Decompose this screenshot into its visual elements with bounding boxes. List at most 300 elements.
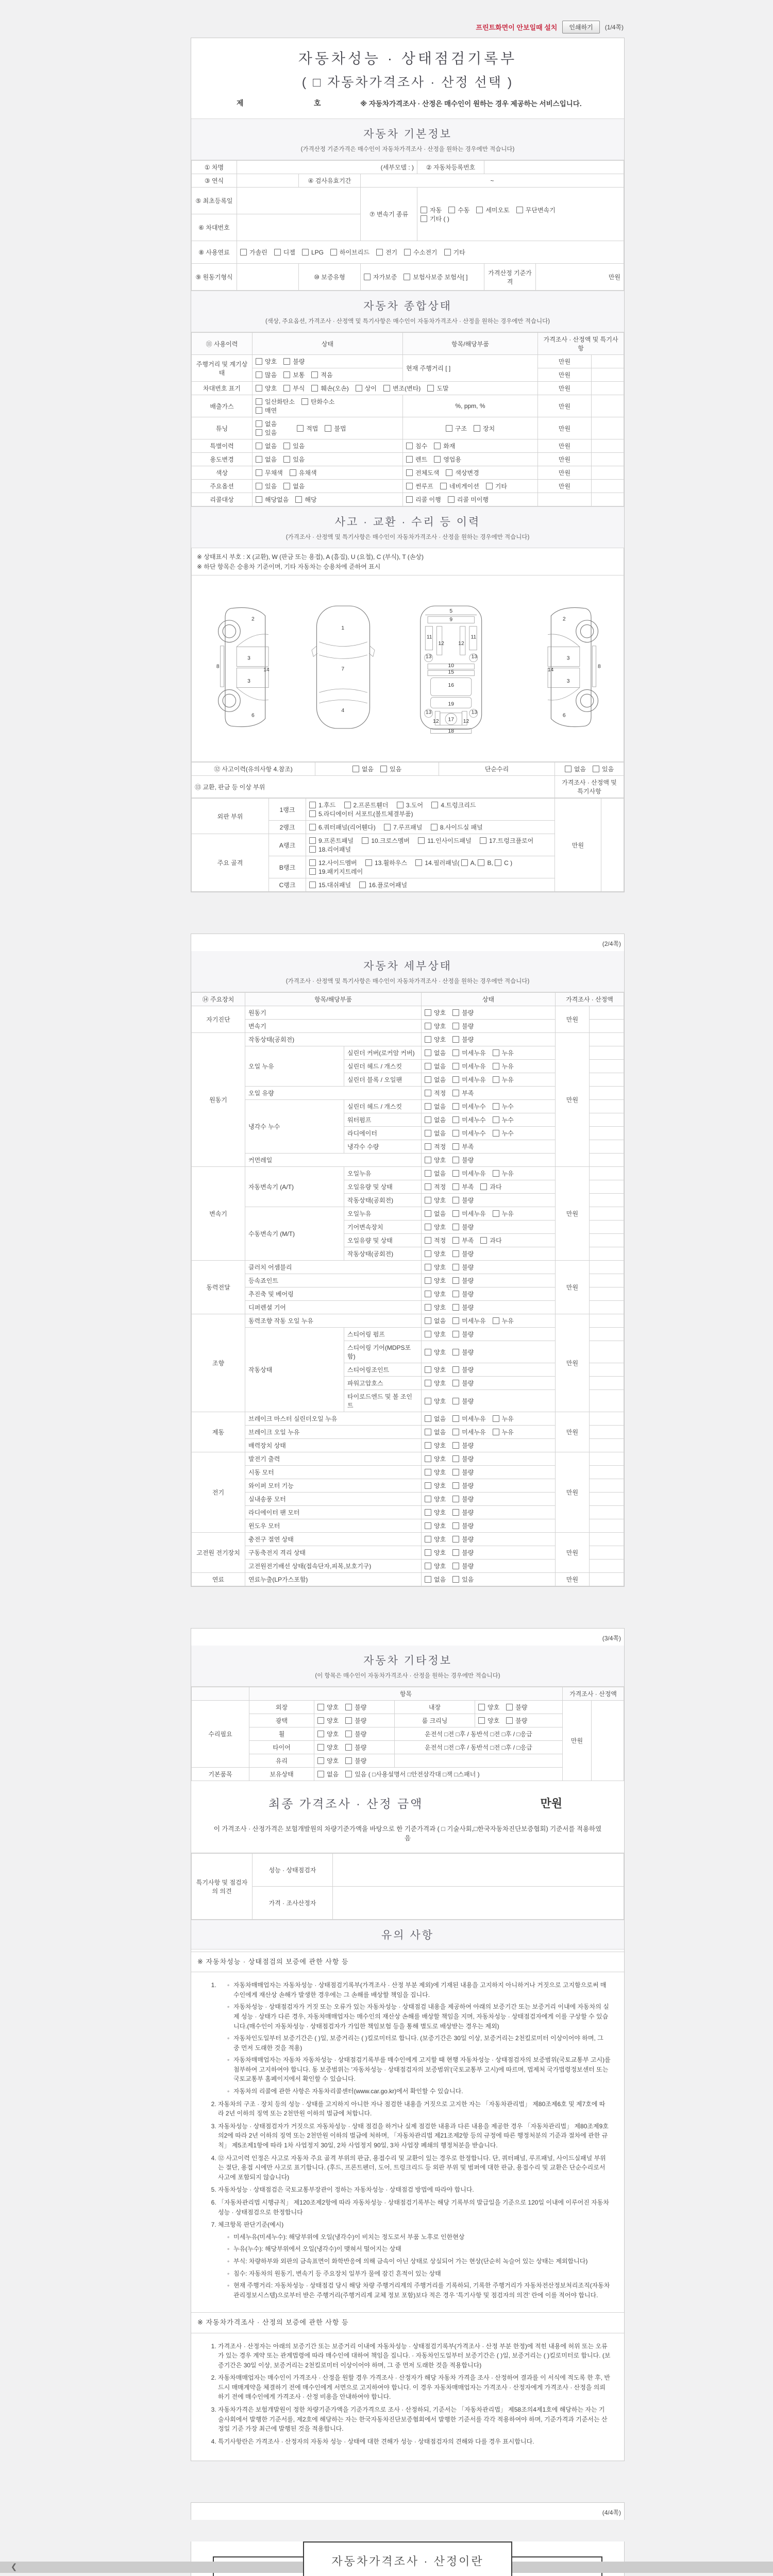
checkbox-option[interactable]: 훼손(오손)	[311, 384, 348, 393]
checkbox-icon[interactable]	[452, 1563, 459, 1569]
checkbox-icon[interactable]	[425, 1349, 431, 1355]
checkbox-option[interactable]: 양호	[425, 1196, 446, 1205]
checkbox-icon[interactable]	[452, 1277, 459, 1284]
checkbox-option[interactable]: 도말	[427, 384, 448, 393]
checkbox-icon[interactable]	[425, 1143, 431, 1150]
amount-cell[interactable]	[590, 1261, 624, 1274]
checkbox-option[interactable]: 불량	[452, 1035, 474, 1044]
checkbox-icon[interactable]	[461, 859, 468, 866]
checkbox-option[interactable]: 양호	[425, 1548, 446, 1557]
checkbox-option[interactable]: 양호	[317, 1703, 339, 1711]
checkbox-option[interactable]: 양호	[425, 1156, 446, 1164]
checkbox-icon[interactable]	[359, 882, 366, 888]
checkbox-option[interactable]: 보통	[283, 370, 305, 379]
state-cell[interactable]	[422, 1140, 556, 1154]
checkbox-option[interactable]: 불량	[506, 1703, 527, 1711]
amount-cell[interactable]	[590, 1154, 624, 1167]
checkbox-icon[interactable]	[406, 483, 413, 489]
checkbox-icon[interactable]	[425, 1509, 431, 1516]
checkbox-icon[interactable]	[425, 1170, 431, 1177]
checkbox-option[interactable]: 렌트	[406, 455, 427, 464]
fuel-cell[interactable]	[237, 241, 624, 264]
state-cell[interactable]	[422, 1274, 556, 1287]
checkbox-option[interactable]: 불량	[345, 1716, 366, 1725]
checkbox-icon[interactable]	[256, 469, 262, 476]
checkbox-option[interactable]: 침수	[406, 442, 427, 450]
item-cell[interactable]	[403, 466, 538, 480]
checkbox-option[interactable]: 없음	[425, 1316, 446, 1325]
panel-item[interactable]: 3.도어	[397, 801, 423, 809]
checkbox-icon[interactable]	[283, 483, 290, 489]
checkbox-icon[interactable]	[384, 824, 391, 831]
checkbox-icon[interactable]	[452, 1469, 459, 1476]
amount-cell[interactable]	[590, 1207, 624, 1221]
checkbox-option[interactable]: 미세누유	[452, 1428, 485, 1436]
install-notice[interactable]: 프린트화면이 안보일때 설치	[476, 24, 558, 31]
state-cell[interactable]	[422, 1452, 556, 1466]
state-cell[interactable]	[253, 493, 403, 506]
amount-cell[interactable]	[590, 1328, 624, 1341]
amount-cell[interactable]	[590, 1426, 624, 1439]
checkbox-option[interactable]: 불량	[452, 1263, 474, 1272]
checkbox-option[interactable]: 불량	[452, 1521, 474, 1530]
checkbox-option[interactable]: 기타	[444, 248, 465, 257]
amount-cell[interactable]	[592, 493, 624, 506]
amount-cell[interactable]	[590, 1087, 624, 1100]
panel-item[interactable]: 12.사이드멤버	[309, 858, 357, 867]
checkbox-option[interactable]: 불량	[452, 1495, 474, 1503]
checkbox-icon[interactable]	[452, 1455, 459, 1462]
print-button[interactable]: 인쇄하기	[562, 21, 599, 33]
checkbox-icon[interactable]	[452, 1250, 459, 1257]
checkbox-option[interactable]: 불량	[452, 1481, 474, 1490]
checkbox-icon[interactable]	[446, 469, 452, 476]
state-cell[interactable]	[422, 1154, 556, 1167]
first-reg-cell[interactable]	[237, 188, 361, 214]
checkbox-icon[interactable]	[452, 1023, 459, 1029]
checkbox-icon[interactable]	[480, 1183, 487, 1190]
checkbox-option[interactable]: 양호	[425, 1521, 446, 1530]
item-cell[interactable]: 현재 주행거리 [ ]	[403, 355, 538, 382]
checkbox-icon[interactable]	[425, 1224, 431, 1230]
panel-item[interactable]: 15.대쉬패널	[309, 880, 351, 889]
checkbox-icon[interactable]	[452, 1143, 459, 1150]
panel-item[interactable]: 13.휠하우스	[365, 858, 407, 867]
state-cell[interactable]	[422, 1207, 556, 1221]
panel-item[interactable]: 14.필러패널( A, B, C )	[415, 858, 512, 867]
checkbox-icon[interactable]	[452, 1130, 459, 1137]
checkbox-icon[interactable]	[452, 1210, 459, 1217]
checkbox-icon[interactable]	[425, 1576, 431, 1583]
state-cell[interactable]: 운전석 □전 □후 / 동반석 □전 □후 / □응급	[395, 1741, 563, 1754]
state-cell[interactable]	[253, 355, 403, 368]
checkbox-option[interactable]: 불량	[452, 1548, 474, 1557]
checkbox-option[interactable]: 양호	[425, 1508, 446, 1517]
checkbox-icon[interactable]	[425, 1277, 431, 1284]
checkbox-icon[interactable]	[362, 837, 368, 844]
checkbox-icon[interactable]	[425, 1469, 431, 1476]
amount-cell[interactable]	[590, 1573, 624, 1586]
amount-cell[interactable]	[590, 1466, 624, 1479]
checkbox-option[interactable]: 양호	[425, 1223, 446, 1231]
checkbox-icon[interactable]	[425, 1291, 431, 1297]
state-cell[interactable]	[253, 439, 403, 453]
checkbox-icon[interactable]	[376, 249, 383, 256]
checkbox-icon[interactable]	[452, 1170, 459, 1177]
checkbox-icon[interactable]	[365, 859, 372, 866]
checkbox-icon[interactable]	[452, 1304, 459, 1311]
checkbox-option[interactable]: 불량	[345, 1756, 366, 1765]
checkbox-icon[interactable]	[425, 1197, 431, 1204]
state-cell[interactable]	[314, 1741, 395, 1754]
state-cell[interactable]	[253, 480, 403, 493]
checkbox-option[interactable]: 불량	[452, 1562, 474, 1570]
state-cell[interactable]	[422, 1194, 556, 1207]
amount-cell[interactable]	[590, 1560, 624, 1573]
checkbox-icon[interactable]	[425, 1304, 431, 1311]
checkbox-option[interactable]: 미세누수	[452, 1115, 485, 1124]
checkbox-icon[interactable]	[493, 1063, 499, 1070]
checkbox-icon[interactable]	[309, 802, 316, 808]
checkbox-option[interactable]: 양호	[478, 1716, 499, 1725]
checkbox-icon[interactable]	[425, 1398, 431, 1404]
checkbox-icon[interactable]	[425, 1331, 431, 1337]
checkbox-icon[interactable]	[309, 824, 316, 831]
checkbox-icon[interactable]	[425, 1103, 431, 1110]
checkbox-option[interactable]: 해당	[295, 495, 316, 504]
checkbox-icon[interactable]	[256, 398, 262, 405]
checkbox-option[interactable]: 양호	[425, 1468, 446, 1477]
checkbox-icon[interactable]	[406, 469, 413, 476]
checkbox-icon[interactable]	[309, 810, 316, 817]
checkbox-option[interactable]: 없음	[425, 1062, 446, 1071]
checkbox-icon[interactable]	[474, 425, 480, 432]
checkbox-icon[interactable]	[425, 1049, 431, 1056]
amount-cell[interactable]	[590, 1377, 624, 1390]
checkbox-icon[interactable]	[256, 429, 262, 436]
checkbox-icon[interactable]	[452, 1442, 459, 1449]
checkbox-option[interactable]: 없음	[352, 765, 374, 773]
checkbox-option[interactable]: 매연	[256, 406, 277, 415]
amount-cell[interactable]	[592, 453, 624, 466]
checkbox-option[interactable]: 탄화수소	[301, 397, 334, 406]
checkbox-option[interactable]: 없음	[425, 1414, 446, 1423]
checkbox-option[interactable]: 적정	[425, 1236, 446, 1245]
checkbox-option[interactable]: 전기	[376, 248, 397, 257]
checkbox-icon[interactable]	[330, 249, 337, 256]
checkbox-option[interactable]: 자동	[421, 206, 442, 214]
checkbox-icon[interactable]	[425, 1237, 431, 1244]
amount-cell[interactable]	[590, 1390, 624, 1412]
checkbox-option[interactable]: 누유	[493, 1414, 514, 1423]
checkbox-icon[interactable]	[256, 443, 262, 449]
checkbox-icon[interactable]	[516, 207, 523, 213]
checkbox-option[interactable]: 불량	[345, 1703, 366, 1711]
state-cell[interactable]	[422, 1020, 556, 1033]
state-cell[interactable]	[475, 1701, 563, 1714]
checkbox-icon[interactable]	[404, 249, 411, 256]
state-cell[interactable]	[422, 1100, 556, 1113]
state-cell[interactable]	[315, 762, 439, 776]
checkbox-option[interactable]: 있음	[283, 455, 305, 464]
amount-cell[interactable]	[590, 1301, 624, 1314]
checkbox-icon[interactable]	[452, 1264, 459, 1270]
state-cell[interactable]	[314, 1701, 395, 1714]
checkbox-icon[interactable]	[493, 1317, 499, 1324]
item-cell[interactable]	[403, 453, 538, 466]
checkbox-icon[interactable]	[452, 1063, 459, 1070]
checkbox-option[interactable]: 해당없음	[256, 495, 289, 504]
checkbox-option[interactable]: 적정	[425, 1182, 446, 1191]
checkbox-option[interactable]: 적정	[425, 1089, 446, 1097]
checkbox-option[interactable]: 불량	[345, 1730, 366, 1738]
amount-cell[interactable]	[590, 1140, 624, 1154]
state-cell[interactable]	[422, 1519, 556, 1533]
state-cell[interactable]	[422, 1073, 556, 1087]
checkbox-option[interactable]: 부족	[452, 1142, 474, 1151]
checkbox-option[interactable]: 없음	[425, 1209, 446, 1218]
state-cell[interactable]	[314, 1754, 395, 1768]
checkbox-icon[interactable]	[493, 1429, 499, 1435]
checkbox-option[interactable]: 부족	[452, 1236, 474, 1245]
checkbox-option[interactable]: 있음	[593, 765, 614, 773]
checkbox-option[interactable]: 양호	[425, 1035, 446, 1044]
checkbox-icon[interactable]	[425, 1366, 431, 1373]
checkbox-icon[interactable]	[448, 207, 455, 213]
checkbox-icon[interactable]	[565, 766, 572, 772]
item-cell[interactable]	[403, 480, 538, 493]
amount-cell[interactable]	[590, 1060, 624, 1073]
checkbox-icon[interactable]	[452, 1116, 459, 1123]
checkbox-icon[interactable]	[345, 1717, 352, 1724]
panel-item[interactable]: 19.패키지트레이	[309, 867, 363, 876]
checkbox-icon[interactable]	[383, 385, 390, 392]
panel-item[interactable]: 16.플로어패널	[359, 880, 407, 889]
checkbox-icon[interactable]	[302, 249, 309, 256]
checkbox-icon[interactable]	[425, 1442, 431, 1449]
checkbox-icon[interactable]	[397, 802, 404, 808]
amount-cell[interactable]	[590, 1167, 624, 1180]
checkbox-icon[interactable]	[493, 1210, 499, 1217]
checkbox-icon[interactable]	[380, 766, 387, 772]
checkbox-icon[interactable]	[448, 496, 455, 503]
checkbox-icon[interactable]	[452, 1549, 459, 1556]
checkbox-option[interactable]: 디젤	[274, 248, 295, 257]
checkbox-option[interactable]: 많음	[256, 370, 277, 379]
checkbox-icon[interactable]	[364, 274, 371, 280]
checkbox-icon[interactable]	[256, 483, 262, 489]
state-cell[interactable]	[422, 1221, 556, 1234]
panel-item[interactable]: 18.리어패널	[309, 845, 351, 854]
amount-cell[interactable]	[590, 1479, 624, 1493]
state-cell[interactable]	[422, 1167, 556, 1180]
checkbox-icon[interactable]	[309, 882, 316, 888]
state-cell[interactable]	[422, 1127, 556, 1140]
checkbox-option[interactable]: 없음	[283, 482, 305, 490]
state-cell[interactable]	[422, 1314, 556, 1328]
state-cell[interactable]	[422, 1247, 556, 1261]
state-cell[interactable]	[253, 417, 403, 439]
item-cell[interactable]	[403, 493, 538, 506]
checkbox-option[interactable]: 부족	[452, 1089, 474, 1097]
engine-type-cell[interactable]	[237, 264, 299, 291]
checkbox-icon[interactable]	[506, 1704, 513, 1710]
panel-item[interactable]: 5.라디에이터 서포트(볼트체결부품)	[309, 809, 413, 818]
checkbox-icon[interactable]	[283, 371, 290, 378]
checkbox-icon[interactable]	[317, 1717, 324, 1724]
state-cell[interactable]	[422, 1261, 556, 1274]
checkbox-option[interactable]: 양호	[425, 1330, 446, 1338]
checkbox-icon[interactable]	[356, 385, 362, 392]
checkbox-option[interactable]: 없음	[425, 1129, 446, 1138]
panel-item[interactable]: 8.사이드실 패널	[431, 823, 483, 832]
checkbox-option[interactable]: 없음	[425, 1428, 446, 1436]
panel-item[interactable]: 10.크로스멤버	[362, 836, 410, 845]
checkbox-icon[interactable]	[404, 274, 410, 280]
checkbox-icon[interactable]	[452, 1429, 459, 1435]
checkbox-option[interactable]: 불량	[345, 1743, 366, 1752]
checkbox-icon[interactable]	[452, 1366, 459, 1373]
state-cell[interactable]	[422, 1301, 556, 1314]
checkbox-icon[interactable]	[256, 371, 262, 378]
amount-cell[interactable]	[590, 1546, 624, 1560]
checkbox-icon[interactable]	[425, 1380, 431, 1386]
amount-cell[interactable]	[601, 799, 624, 892]
checkbox-icon[interactable]	[425, 1415, 431, 1422]
checkbox-option[interactable]: 있음	[256, 482, 277, 490]
opinion-cell[interactable]	[333, 1854, 624, 1887]
state-cell[interactable]	[314, 1727, 395, 1741]
state-cell[interactable]	[422, 1377, 556, 1390]
checkbox-option[interactable]: 양호	[425, 1441, 446, 1450]
checkbox-option[interactable]: 보험사보증	[404, 273, 443, 281]
checkbox-icon[interactable]	[256, 407, 262, 414]
state-cell[interactable]	[422, 1546, 556, 1560]
checkbox-icon[interactable]	[493, 1116, 499, 1123]
panel-item[interactable]: 4.트렁크리드	[431, 801, 476, 809]
state-cell[interactable]	[253, 382, 538, 395]
checkbox-icon[interactable]	[452, 1009, 459, 1016]
checkbox-option[interactable]: 미세누유	[452, 1169, 485, 1178]
checkbox-icon[interactable]	[493, 1049, 499, 1056]
amount-cell[interactable]	[590, 1033, 624, 1046]
amount-cell[interactable]	[590, 1127, 624, 1140]
checkbox-icon[interactable]	[452, 1482, 459, 1489]
state-cell[interactable]	[475, 1714, 563, 1727]
checkbox-option[interactable]: 수동	[448, 206, 469, 214]
checkbox-option[interactable]: 양호	[425, 1348, 446, 1357]
checkbox-icon[interactable]	[434, 456, 441, 463]
state-cell[interactable]	[422, 1287, 556, 1301]
checkbox-option[interactable]: 불량	[452, 1535, 474, 1544]
checkbox-option[interactable]: 누수	[493, 1102, 514, 1111]
checkbox-icon[interactable]	[478, 859, 484, 866]
checkbox-icon[interactable]	[425, 1250, 431, 1257]
checkbox-icon[interactable]	[283, 456, 290, 463]
checkbox-icon[interactable]	[452, 1380, 459, 1386]
checkbox-option[interactable]: 기타 ( )	[421, 214, 449, 223]
state-cell[interactable]	[253, 395, 403, 417]
state-cell[interactable]	[253, 368, 403, 382]
checkbox-icon[interactable]	[452, 1157, 459, 1163]
amount-cell[interactable]	[590, 1020, 624, 1033]
checkbox-option[interactable]: 전체도색	[406, 468, 439, 477]
checkbox-icon[interactable]	[425, 1563, 431, 1569]
checkbox-icon[interactable]	[493, 1415, 499, 1422]
amount-cell[interactable]	[590, 1113, 624, 1127]
checkbox-icon[interactable]	[301, 398, 308, 405]
checkbox-icon[interactable]	[478, 1704, 485, 1710]
checkbox-icon[interactable]	[425, 1023, 431, 1029]
checkbox-option[interactable]: 불량	[452, 1196, 474, 1205]
checkbox-option[interactable]: 과다	[480, 1182, 501, 1191]
state-cell[interactable]	[422, 1479, 556, 1493]
checkbox-option[interactable]: 없음	[425, 1075, 446, 1084]
checkbox-option[interactable]: 양호	[425, 1249, 446, 1258]
checkbox-option[interactable]: 있음	[345, 1770, 366, 1778]
checkbox-icon[interactable]	[297, 425, 304, 432]
checkbox-option[interactable]: 불량	[452, 1348, 474, 1357]
state-cell[interactable]	[422, 1363, 556, 1377]
checkbox-option[interactable]: 양호	[425, 1454, 446, 1463]
checkbox-icon[interactable]	[425, 1317, 431, 1324]
checkbox-icon[interactable]	[425, 1496, 431, 1502]
checkbox-icon[interactable]	[311, 371, 318, 378]
checkbox-option[interactable]: 적정	[425, 1142, 446, 1151]
checkbox-icon[interactable]	[425, 1090, 431, 1096]
checkbox-icon[interactable]	[256, 496, 262, 503]
checkbox-icon[interactable]	[431, 802, 438, 808]
checkbox-option[interactable]: 유채색	[290, 468, 317, 477]
checkbox-option[interactable]: 불량	[452, 1249, 474, 1258]
checkbox-icon[interactable]	[506, 1717, 513, 1724]
checkbox-icon[interactable]	[317, 1771, 324, 1777]
checkbox-option[interactable]: 미세누유	[452, 1209, 485, 1218]
checkbox-icon[interactable]	[256, 358, 262, 365]
state-cell[interactable]	[422, 1533, 556, 1546]
amount-cell[interactable]	[590, 1006, 624, 1020]
checkbox-option[interactable]: 미세누유	[452, 1414, 485, 1423]
transmission-cell[interactable]	[417, 188, 624, 241]
checkbox-icon[interactable]	[309, 846, 316, 853]
state-cell[interactable]	[422, 1328, 556, 1341]
state-cell[interactable]	[422, 1234, 556, 1247]
checkbox-icon[interactable]	[240, 249, 247, 256]
checkbox-option[interactable]: 누유	[493, 1169, 514, 1178]
checkbox-icon[interactable]	[486, 483, 493, 489]
checkbox-option[interactable]: 가솔린	[240, 248, 267, 257]
checkbox-icon[interactable]	[452, 1398, 459, 1404]
checkbox-option[interactable]: 양호	[425, 1379, 446, 1387]
checkbox-icon[interactable]	[283, 443, 290, 449]
checkbox-option[interactable]: 양호	[425, 1022, 446, 1030]
checkbox-option[interactable]: 양호	[317, 1730, 339, 1738]
checkbox-icon[interactable]	[345, 1744, 352, 1751]
checkbox-icon[interactable]	[406, 496, 413, 503]
checkbox-icon[interactable]	[427, 385, 434, 392]
checkbox-icon[interactable]	[345, 1731, 352, 1737]
checkbox-option[interactable]: 없음	[256, 419, 277, 428]
amount-cell[interactable]	[592, 355, 624, 368]
checkbox-option[interactable]: 상이	[356, 384, 377, 393]
checkbox-option[interactable]: 있음	[256, 428, 277, 437]
checkbox-icon[interactable]	[345, 1771, 352, 1777]
state-cell[interactable]	[422, 1033, 556, 1046]
checkbox-icon[interactable]	[440, 483, 447, 489]
checkbox-icon[interactable]	[283, 358, 290, 365]
checkbox-option[interactable]: 누유	[493, 1075, 514, 1084]
amount-cell[interactable]	[590, 1194, 624, 1207]
